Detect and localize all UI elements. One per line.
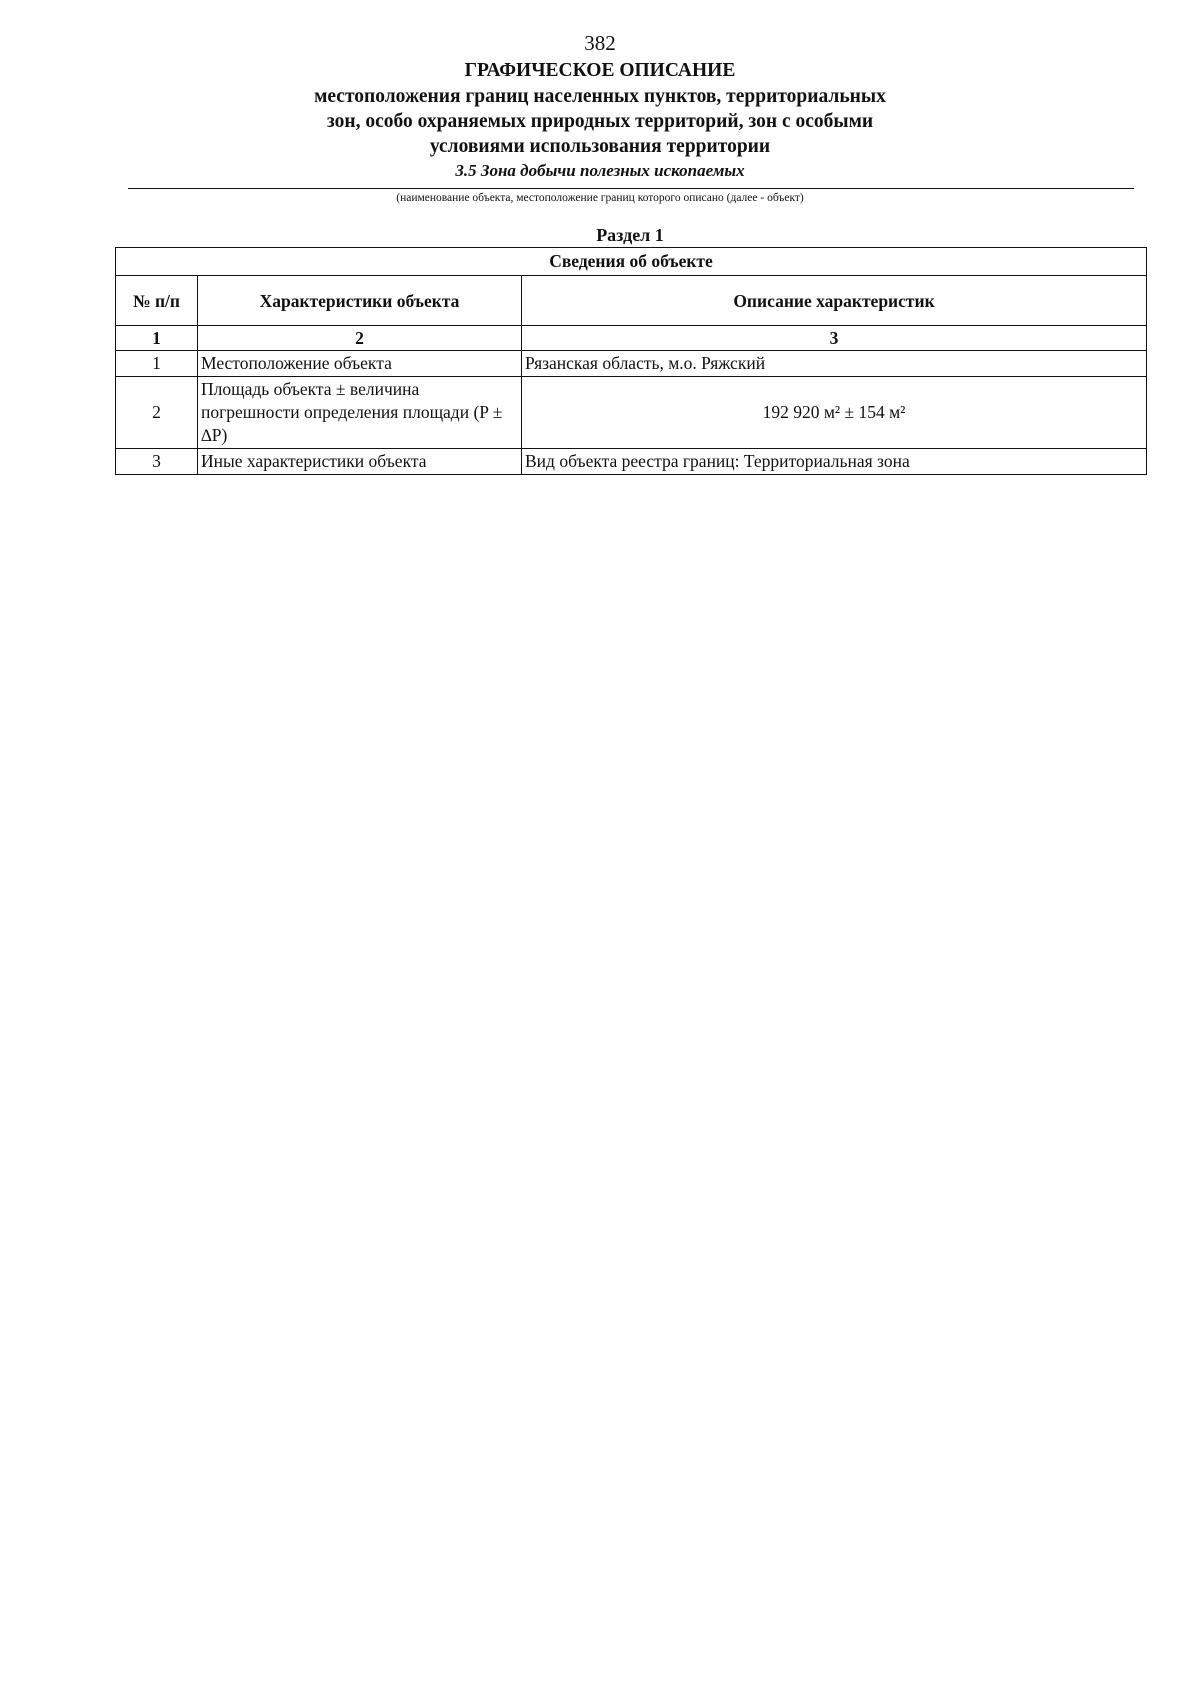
column-number-3: 3 bbox=[522, 326, 1147, 351]
table-row bbox=[116, 449, 1147, 475]
page-number: 382 bbox=[584, 31, 616, 55]
table-row bbox=[116, 351, 1147, 377]
table-header-row bbox=[116, 276, 1147, 326]
row-description: Вид объекта реестра границ: Территориальная зона bbox=[522, 449, 1147, 475]
column-header-number: № п/п bbox=[116, 276, 198, 326]
section-title: Раздел 1 bbox=[596, 225, 664, 245]
row-characteristic: Площадь объекта ± величина погрешности определения площади (P ± ∆P) bbox=[198, 377, 522, 449]
table-caption-row bbox=[116, 248, 1147, 276]
document-subtitle-line-2: зон, особо охраняемых природных территорий, зон с особыми bbox=[326, 111, 874, 132]
row-characteristic: Иные характеристики объекта bbox=[198, 449, 522, 475]
document-subtitle-line-3: условиями использования территории bbox=[429, 136, 771, 157]
column-header-description: Описание характеристик bbox=[522, 276, 1147, 326]
column-number-2: 2 bbox=[198, 326, 522, 351]
object-info-table bbox=[115, 247, 1147, 475]
object-name-caption: (наименование объекта, местоположение границ которого описано (далее - объект) bbox=[396, 192, 804, 204]
table-caption: Сведения об объекте bbox=[116, 248, 1147, 276]
document-title: ГРАФИЧЕСКОЕ ОПИСАНИЕ bbox=[464, 60, 736, 81]
row-number: 1 bbox=[116, 351, 198, 377]
object-name: 3.5 Зона добычи полезных ископаемых bbox=[455, 161, 745, 180]
column-number-row bbox=[116, 326, 1147, 351]
row-description: 192 920 м² ± 154 м² bbox=[522, 377, 1147, 449]
table-row bbox=[116, 377, 1147, 449]
row-characteristic: Местоположение объекта bbox=[198, 351, 522, 377]
column-header-characteristic: Характеристики объекта bbox=[198, 276, 522, 326]
object-name-underline bbox=[128, 188, 1134, 189]
row-number: 3 bbox=[116, 449, 198, 475]
column-number-1: 1 bbox=[116, 326, 198, 351]
row-description: Рязанская область, м.о. Ряжский bbox=[522, 351, 1147, 377]
row-number: 2 bbox=[116, 377, 198, 449]
document-subtitle-line-1: местоположения границ населенных пунктов, территориальных bbox=[314, 86, 886, 107]
